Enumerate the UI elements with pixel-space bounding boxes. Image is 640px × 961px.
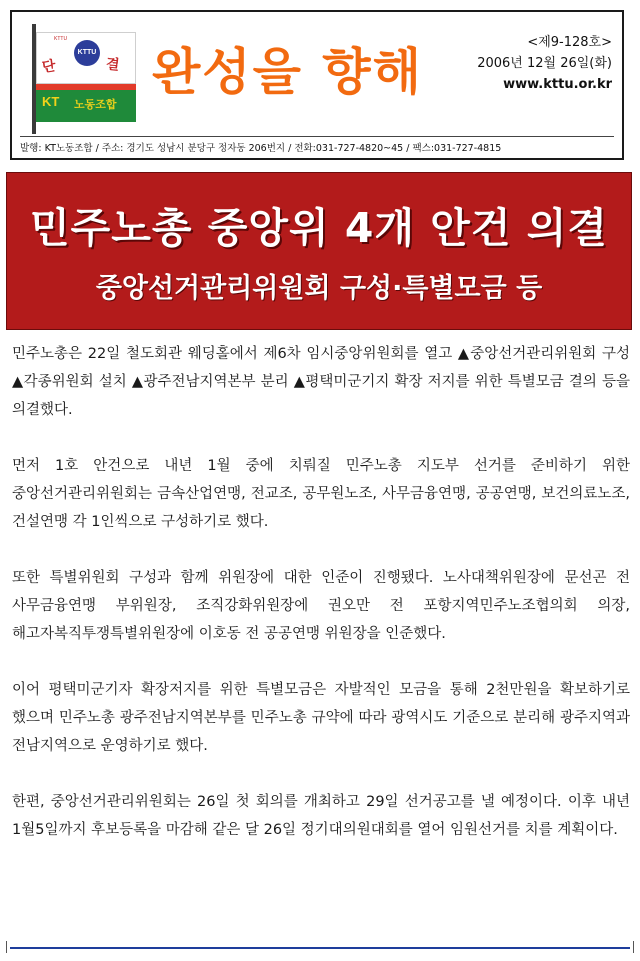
flag-org-kt: KT <box>42 94 60 109</box>
headline-title: 민주노총 중앙위 4개 안건 의결 <box>30 204 608 252</box>
website-link[interactable]: www.kttu.or.kr <box>503 77 612 92</box>
newsletter-title: 완성을 향해 <box>152 43 423 101</box>
footer-corner-right <box>633 941 634 953</box>
issue-info <box>477 32 612 95</box>
footer-corner-left <box>6 941 7 953</box>
article-paragraph: 한편, 중앙선거관리위원회는 26일 첫 회의를 개최하고 29일 선거공고를 낼 예정이다. 이후 내년 1월5일까지 후보등록을 마감해 같은 달 26일 정기대의원대회를 열어 임원선거를 치를 계획이다. <box>12 794 630 838</box>
headline-subtitle: 중앙선거관리위원회 구성·특별모금 등 <box>95 273 543 304</box>
flag-word-left: 단 <box>41 58 57 76</box>
flag-word-right: 결 <box>105 56 121 74</box>
article-paragraph: 또한 특별위원회 구성과 함께 위원장에 대한 인준이 진행됐다. 노사대책위원장에 문선곤 전 사무금융연맹 부위원장, 조직강화위원장에 권오만 전 포항지역민주노조협의회 의장, 해고자복직투쟁특별위원장에 이호동 전 공공연맹 위원장을 인준했다. <box>12 570 630 642</box>
article-paragraph: 먼저 1호 안건으로 내년 1월 중에 치뤄질 민주노총 지도부 선거를 준비하기 위한 중앙선거관리위원회는 금속산업연맹, 전교조, 공무원노조, 사무금융연맹, 공공연맹, 보건의료노조, 건설연맹 각 1인씩으로 구성하기로 했다. <box>12 458 630 530</box>
issue-date: 2006년 12월 26일(화) <box>477 56 612 71</box>
headline-banner <box>6 172 632 330</box>
flag-mini-mark: KTTU <box>54 36 68 42</box>
publisher-info: 발행: KT노동조합 / 주소: 경기도 성남시 분당구 정자동 206번지 / 전화:031-727-4820~45 / 팩스:031-727-4815 <box>20 136 614 154</box>
kttu-emblem-icon: KTTU <box>74 40 100 66</box>
article-paragraph: 이어 평택미군기자 확장저지를 위한 특별모금은 자발적인 모금을 통해 2천만원을 확보하기로 했으며 민주노총 광주전남지역본부를 민주노총 규약에 따라 광역시도 기준으로 분리해 광주지역과 전남지역으로 운영하기로 했다. <box>12 682 630 754</box>
flag-org-union: 노동조합 <box>74 98 117 111</box>
article-paragraph: 민주노총은 22일 철도회관 웨딩홀에서 제6차 임시중앙위원회를 열고 ▲중앙선거관리위원회 구성 ▲각종위원회 설치 ▲광주전남지역본부 분리 ▲평택미군기지 확장 저지를 위한 특별모금 결의 등을 의결했다. <box>12 346 630 418</box>
article-body <box>12 340 630 872</box>
flag-icon <box>36 32 136 122</box>
footer-rule <box>10 947 630 949</box>
union-flag-logo <box>24 24 136 134</box>
issue-number: <제9-128호> <box>527 35 612 50</box>
flag-red-band <box>36 84 136 90</box>
masthead <box>10 10 624 160</box>
